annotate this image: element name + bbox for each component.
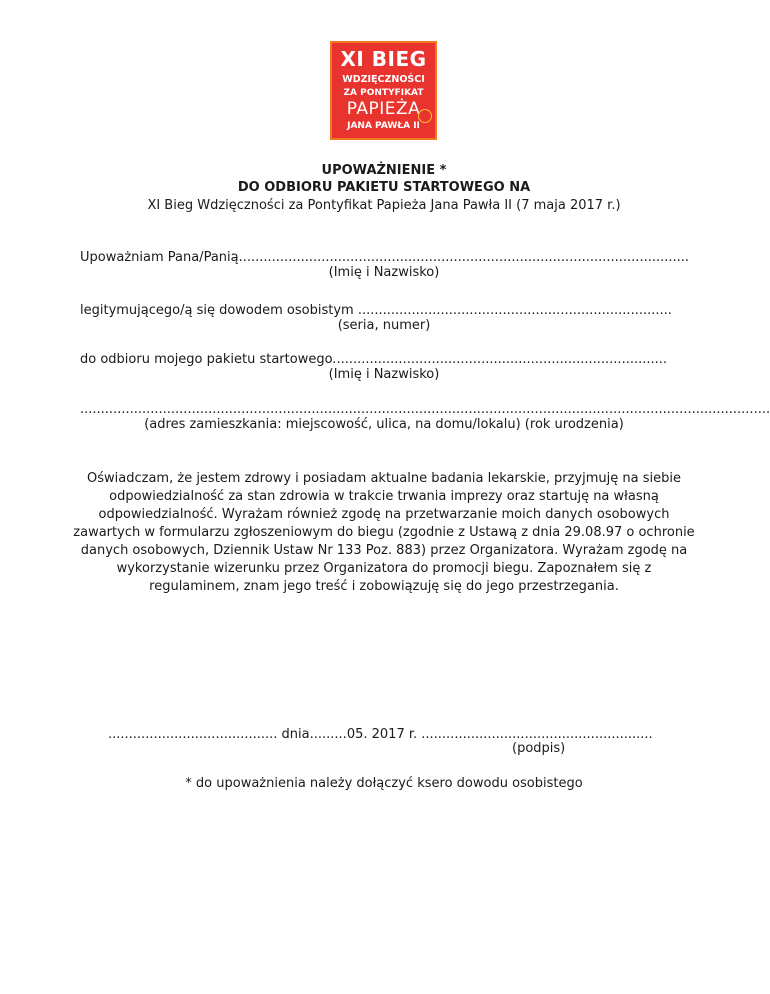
authorized-person-caption: (Imię i Nazwisko) [328, 265, 440, 280]
signature-caption: (podpis) [512, 741, 566, 756]
logo-decoration-icon [418, 109, 432, 123]
event-logo [330, 41, 437, 140]
logo-line-3: ZA PONTYFIKAT [343, 88, 424, 98]
logo-line-4: PAPIEŻA [346, 99, 421, 119]
logo-line-1: XI BIEG [340, 47, 427, 71]
event-name: XI Bieg Wdzięczności za Pontyfikat Papieża Jana Pawła II (7 maja 2017 r.) [147, 198, 621, 213]
authorized-person-field[interactable]: Upoważniam Pana/Panią............................................................................................................. [80, 250, 690, 265]
participant-name-caption: (Imię i Nazwisko) [328, 367, 440, 382]
id-document-caption: (seria, numer) [337, 318, 431, 333]
address-caption: (adres zamieszkania: miejscowość, ulica, na domu/lokalu) (rok urodzenia) [144, 417, 624, 432]
id-document-field[interactable]: legitymującego/ą się dowodem osobistym ............................................................................ [80, 303, 672, 318]
document-title: UPOWAŻNIENIE * [321, 163, 447, 178]
participant-name-field[interactable]: do odbioru mojego pakietu startowego................................................................................. [80, 352, 668, 367]
address-field[interactable]: ....................................................................................................................................................................... [80, 402, 770, 417]
footnote: * do upoważnienia należy dołączyć ksero dowodu osobistego [185, 776, 583, 791]
document-subtitle: DO ODBIORU PAKIETU STARTOWEGO NA [237, 180, 531, 195]
logo-line-2: WDZIĘCZNOŚCI [342, 74, 425, 85]
date-signature-field[interactable]: ......................................... dnia.........05. 2017 r. ........................................................ [108, 727, 653, 742]
logo-line-5: JANA PAWŁA II [347, 121, 420, 131]
health-declaration: Oświadczam, że jestem zdrowy i posiadam aktualne badania lekarskie, przyjmuję na siebie odpowiedzialność za stan zdrowia w trakcie trwania imprezy oraz startuję na własną odpowiedzialność. Wyrażam również zgodę na przetwarzanie moich danych osobowych zawartych w formularzu zgłoszeniowym do biegu (zgodnie z Ustawą z dnia 29.08.97 o ochronie danych osobowych, Dziennik Ustaw Nr 133 Poz. 883) przez Organizatora. Wyrażam zgodę na wykorzystanie wizerunku przez Organizatora do promocji biegu. Zapoznałem się z regulaminem, znam jego treść i zobowiązuję się do jego przestrzegania. [73, 471, 695, 594]
